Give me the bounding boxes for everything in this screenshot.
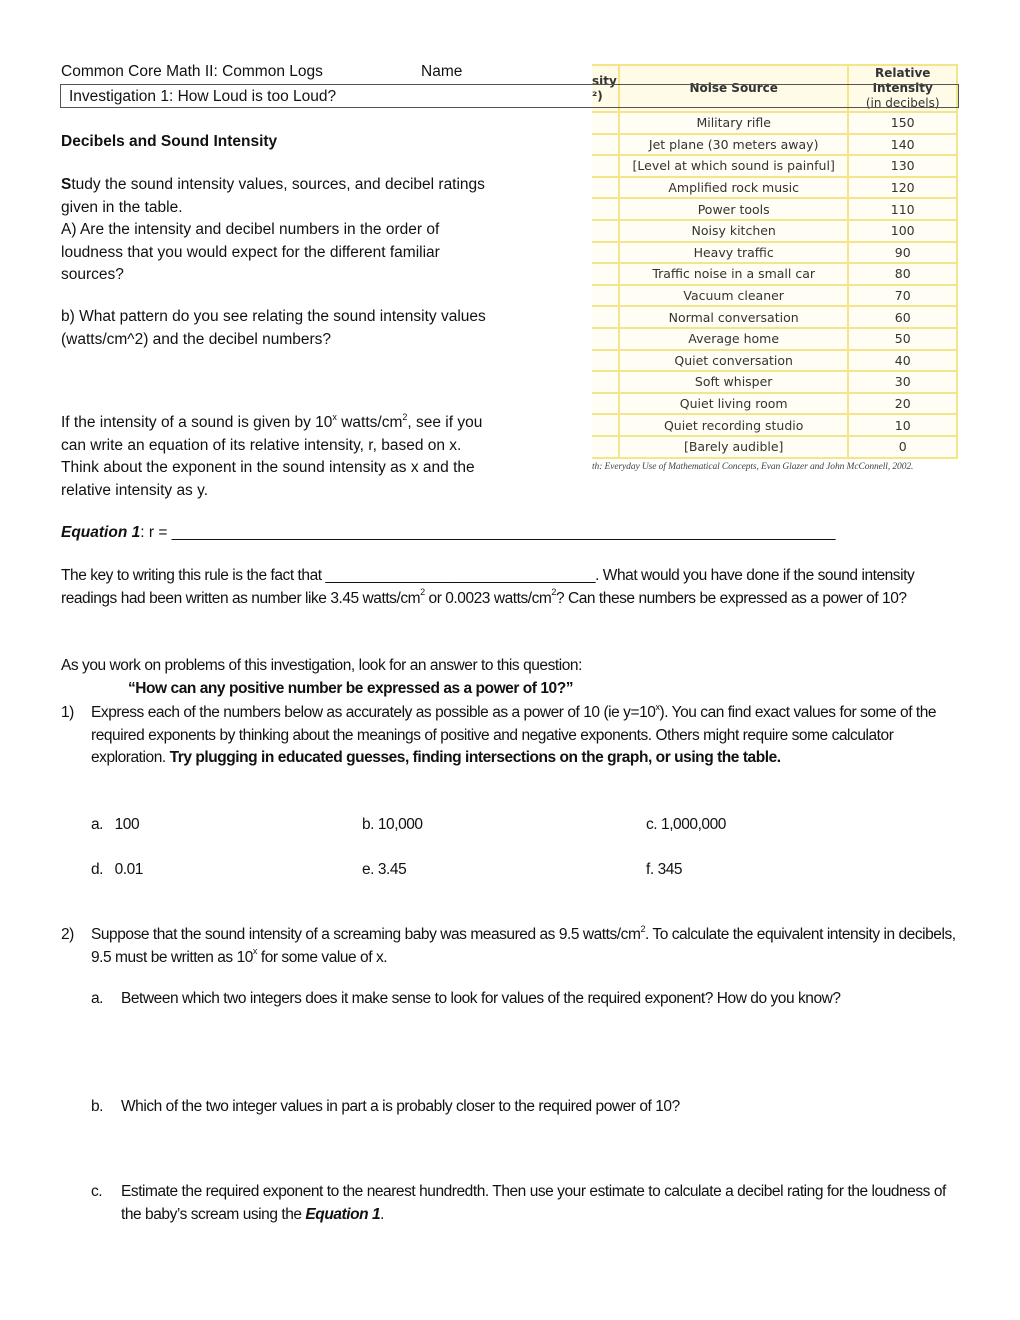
question-2-text bbox=[91, 924, 961, 969]
key-text-4: ? Can these numbers be expressed as a power of 10? bbox=[555, 589, 907, 607]
noise-source-cell: Quiet conversation bbox=[619, 350, 848, 372]
decibel-cell: 150 bbox=[848, 112, 957, 134]
question-2-number: 2) bbox=[61, 926, 74, 943]
table-row bbox=[592, 350, 957, 372]
q2a-text: Between which two integers does it make sense to look for values of the required exponent? How do you know? bbox=[121, 990, 841, 1007]
decibel-cell: 140 bbox=[848, 134, 957, 156]
intensity-text-3: , see if you can write an equation of its relative intensity, r, based on x. Think about the exponent in the sound intensity as x and the relative intensity as y. bbox=[61, 414, 483, 499]
option-label: d. bbox=[91, 861, 104, 878]
partial-header-text-1: sity bbox=[592, 73, 617, 88]
partial-intensity-cell bbox=[592, 155, 619, 177]
study-text: tudy the sound intensity values, sources, and decibel ratings given in the table. bbox=[61, 176, 485, 216]
decibel-cell: 110 bbox=[848, 198, 957, 220]
header-noise-source: Noise Source bbox=[619, 65, 848, 112]
partial-intensity-cell bbox=[592, 112, 619, 134]
noise-source-cell: Normal conversation bbox=[619, 306, 848, 328]
noise-source-cell: Average home bbox=[619, 328, 848, 350]
q2-sup-2: x bbox=[252, 946, 257, 957]
option-value: 100 bbox=[114, 816, 140, 833]
option-label: b. bbox=[362, 816, 375, 833]
noise-source-cell: [Level at which sound is painful] bbox=[619, 155, 848, 177]
decibel-cell: 70 bbox=[848, 285, 957, 307]
question-b: b) What pattern do you see relating the sound intensity values (watts/cm^2) and the decibel numbers? bbox=[61, 308, 486, 348]
equation-label: Equation 1 bbox=[61, 524, 141, 541]
noise-table-image bbox=[592, 64, 958, 459]
decibel-cell: 130 bbox=[848, 155, 957, 177]
work-paragraph: As you work on problems of this investigation, look for an answer to this question: bbox=[61, 657, 582, 674]
equation-r: : r = bbox=[140, 524, 172, 541]
key-answer-blank[interactable]: _________________________________ bbox=[325, 567, 596, 584]
partial-intensity-cell bbox=[592, 328, 619, 350]
question-1-number: 1) bbox=[61, 704, 74, 721]
q2c-text-main: Estimate the required exponent to the nearest hundredth. Then use your estimate to calculate a decibel rating for the loudness of the baby’s scream using the bbox=[121, 1183, 946, 1223]
table-row bbox=[592, 198, 957, 220]
decibel-cell: 120 bbox=[848, 177, 957, 199]
guiding-question: “How can any positive number be expressed as a power of 10?” bbox=[128, 680, 574, 697]
partial-intensity-cell bbox=[592, 134, 619, 156]
q2-text-2: . To calculate the equivalent intensity in decibels, 9.5 must be written as 10 bbox=[91, 926, 956, 966]
q2c-text-end: . bbox=[380, 1205, 385, 1223]
decibel-cell: 30 bbox=[848, 371, 957, 393]
q2c-equation-ref: Equation 1 bbox=[305, 1205, 381, 1223]
noise-source-cell: [Barely audible] bbox=[619, 436, 848, 458]
table-row bbox=[592, 414, 957, 436]
table-row bbox=[592, 220, 957, 242]
q1-bold-hint: Try plugging in educated guesses, finding intersections on the graph, or using the table. bbox=[169, 749, 781, 766]
option-label: f. bbox=[646, 861, 654, 878]
partial-intensity-cell bbox=[592, 393, 619, 415]
table-row bbox=[592, 177, 957, 199]
intensity-text-1: If the intensity of a sound is given by 10 bbox=[61, 414, 333, 431]
course-title: Common Core Math II: Common Logs bbox=[61, 63, 323, 80]
key-text-1: The key to writing this rule is the fact that bbox=[61, 567, 326, 584]
decibel-cell: 20 bbox=[848, 393, 957, 415]
table-row bbox=[592, 155, 957, 177]
noise-source-cell: Noisy kitchen bbox=[619, 220, 848, 242]
noise-source-cell: Heavy traffic bbox=[619, 242, 848, 264]
investigation-title: Investigation 1: How Loud is too Loud? bbox=[69, 88, 337, 105]
q1-option-a bbox=[91, 814, 139, 837]
partial-intensity-cell bbox=[592, 306, 619, 328]
q2b-label: b. bbox=[91, 1098, 104, 1115]
q2c-text bbox=[121, 1181, 961, 1226]
decibel-cell: 90 bbox=[848, 242, 957, 264]
noise-source-cell: Amplified rock music bbox=[619, 177, 848, 199]
partial-intensity-cell bbox=[592, 220, 619, 242]
q1-option-b bbox=[362, 814, 423, 837]
table-row bbox=[592, 263, 957, 285]
noise-table-body bbox=[592, 112, 957, 458]
key-paragraph bbox=[61, 565, 961, 610]
partial-intensity-cell bbox=[592, 285, 619, 307]
partial-intensity-cell bbox=[592, 350, 619, 372]
q2-sup-1: 2 bbox=[640, 923, 645, 934]
section-heading: Decibels and Sound Intensity bbox=[61, 133, 278, 150]
decibel-cell: 80 bbox=[848, 263, 957, 285]
drop-letter: S bbox=[61, 176, 72, 193]
decibel-cell: 0 bbox=[848, 436, 957, 458]
q2c-label: c. bbox=[91, 1183, 103, 1200]
option-value: 1,000,000 bbox=[661, 816, 726, 833]
noise-source-cell: Traffic noise in a small car bbox=[619, 263, 848, 285]
decibel-cell: 100 bbox=[848, 220, 957, 242]
key-sup-1: 2 bbox=[420, 587, 425, 598]
q2a-label: a. bbox=[91, 990, 104, 1007]
header-relative-intensity-label: Relative Intensity bbox=[872, 66, 933, 95]
question-1-text bbox=[91, 702, 961, 770]
intensity-paragraph bbox=[61, 412, 501, 502]
noise-source-cell: Soft whisper bbox=[619, 371, 848, 393]
noise-source-cell: Quiet living room bbox=[619, 393, 848, 415]
key-text-3: or 0.0023 watts/cm bbox=[424, 589, 552, 607]
option-label: e. bbox=[362, 861, 375, 878]
header-unit-label: (in decibels) bbox=[865, 96, 940, 110]
decibel-cell: 60 bbox=[848, 306, 957, 328]
option-value: 345 bbox=[657, 861, 683, 878]
partial-intensity-cell bbox=[592, 371, 619, 393]
partial-intensity-cell bbox=[592, 177, 619, 199]
partial-intensity-cell bbox=[592, 242, 619, 264]
partial-intensity-cell bbox=[592, 414, 619, 436]
partial-intensity-cell bbox=[592, 198, 619, 220]
equation-1-line bbox=[61, 522, 961, 545]
partial-intensity-cell bbox=[592, 436, 619, 458]
question-a: A) Are the intensity and decibel numbers in the order of loudness that you would expect for the different familiar sources? bbox=[61, 221, 440, 283]
option-value: 10,000 bbox=[377, 816, 423, 833]
q2b-text: Which of the two integer values in part a is probably closer to the required power of 10? bbox=[121, 1098, 680, 1115]
q1-option-c bbox=[646, 814, 726, 837]
q1-text-2: ). You can find exact values for some of the required exponents by thinking about the meanings of positive and negative exponents. Others might require some calculator exploration. bbox=[91, 704, 937, 766]
table-row bbox=[592, 306, 957, 328]
table-row bbox=[592, 134, 957, 156]
q2-text-3: for some value of x. bbox=[256, 948, 388, 966]
source-citation: th: Everyday Use of Mathematical Concepts, Evan Glazer and John McConnell, 2002. bbox=[592, 462, 914, 472]
table-row bbox=[592, 393, 957, 415]
table-row bbox=[592, 285, 957, 307]
noise-table bbox=[592, 64, 958, 459]
noise-source-cell: Jet plane (30 meters away) bbox=[619, 134, 848, 156]
noise-source-cell: Vacuum cleaner bbox=[619, 285, 848, 307]
decibel-cell: 10 bbox=[848, 414, 957, 436]
noise-source-cell: Power tools bbox=[619, 198, 848, 220]
key-text-2: . What would you have done if the sound intensity readings had been written as number like 3.45 watts/cm bbox=[61, 567, 915, 607]
partial-header-text-2: ²) bbox=[592, 88, 603, 103]
q1-text-1: Express each of the numbers below as accurately as possible as a power of 10 (ie y=10 bbox=[91, 704, 656, 721]
key-sup-2: 2 bbox=[551, 587, 556, 598]
table-row bbox=[592, 242, 957, 264]
exponent-2: 2 bbox=[402, 411, 408, 422]
table-row bbox=[592, 328, 957, 350]
q1-option-d bbox=[91, 859, 143, 882]
q1-option-f bbox=[646, 859, 682, 882]
investigation-title-box bbox=[60, 84, 959, 108]
decibel-cell: 50 bbox=[848, 328, 957, 350]
noise-source-cell: Military rifle bbox=[619, 112, 848, 134]
table-row bbox=[592, 112, 957, 134]
decibel-cell: 40 bbox=[848, 350, 957, 372]
option-label: a. bbox=[91, 816, 104, 833]
noise-source-cell: Quiet recording studio bbox=[619, 414, 848, 436]
study-paragraph bbox=[61, 174, 501, 287]
equation-answer-blank[interactable]: _____________________________________________________________________________ bbox=[171, 524, 836, 541]
table-row bbox=[592, 371, 957, 393]
table-row bbox=[592, 436, 957, 458]
option-label: c. bbox=[646, 816, 658, 833]
exponent-x: x bbox=[332, 411, 337, 422]
q1-sup: x bbox=[655, 701, 660, 712]
q2-text-1: Suppose that the sound intensity of a screaming baby was measured as 9.5 watts/cm bbox=[91, 926, 641, 943]
option-value: 3.45 bbox=[377, 861, 407, 878]
name-label: Name bbox=[421, 63, 463, 80]
option-value: 0.01 bbox=[114, 861, 143, 878]
q1-option-e bbox=[362, 859, 406, 882]
intensity-text-2: watts/cm bbox=[336, 414, 403, 431]
partial-intensity-cell bbox=[592, 263, 619, 285]
